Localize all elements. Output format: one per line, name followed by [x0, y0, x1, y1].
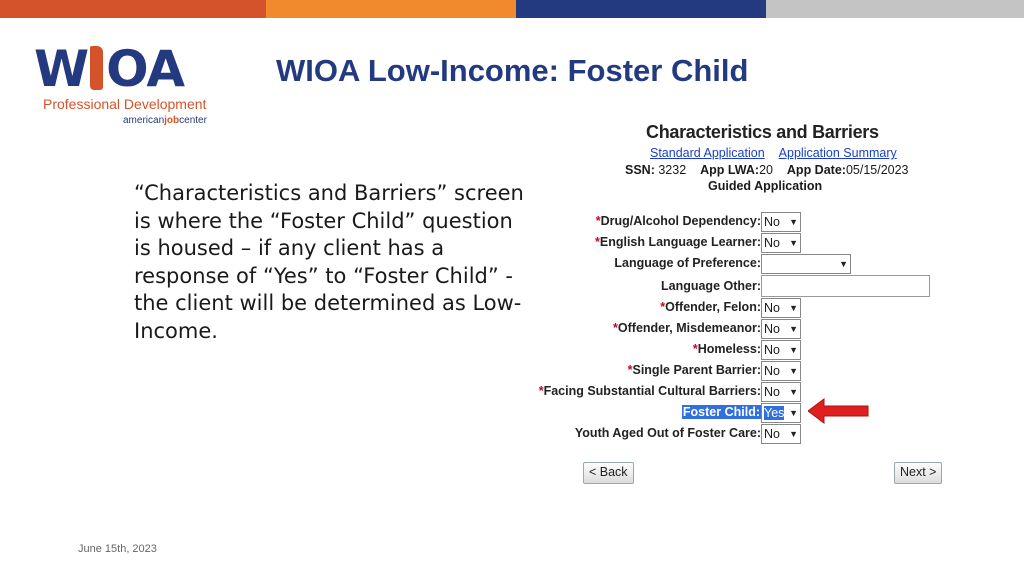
- foster-child-select[interactable]: [761, 403, 801, 423]
- field-row-language-preference: [550, 254, 950, 274]
- cultural-barriers-select[interactable]: [761, 382, 801, 402]
- chevron-down-icon: ▼: [789, 366, 798, 376]
- field-label: Language of Preference:: [614, 256, 761, 270]
- application-summary-link[interactable]: Application Summary: [778, 146, 897, 160]
- field-label-text: Single Parent Barrier:: [632, 363, 761, 377]
- single-parent-select[interactable]: [761, 361, 801, 381]
- app-lwa-label: App LWA:: [700, 163, 760, 177]
- field-label-text: Offender, Misdemeanor:: [617, 321, 761, 335]
- chevron-down-icon: ▼: [789, 408, 798, 418]
- slide-date: June 15th, 2023: [78, 543, 157, 555]
- slide-body-text: “Characteristics and Barriers” screen is where the “Foster Child” question is housed – if any client has a response of “Yes” to “Foster Child” - the client will be determined as Low-Income.: [134, 181, 524, 343]
- select-value: No: [764, 215, 780, 229]
- select-value: No: [764, 427, 780, 441]
- field-label-text: Drug/Alcohol Dependency:: [600, 214, 761, 228]
- back-button[interactable]: < Back: [583, 462, 634, 484]
- chevron-down-icon: ▼: [789, 345, 798, 355]
- chevron-down-icon: ▼: [789, 429, 798, 439]
- field-label: [539, 384, 761, 398]
- form-title: Characteristics and Barriers: [646, 122, 879, 142]
- field-label-text: English Language Learner:: [599, 235, 761, 249]
- required-mark: *: [613, 321, 618, 335]
- field-label-text: Homeless:: [697, 342, 761, 356]
- language-other-input[interactable]: [761, 275, 930, 297]
- field-label: Youth Aged Out of Foster Care:: [574, 426, 761, 440]
- guided-application-label: Guided Application: [708, 179, 823, 193]
- foster-child-label: Foster Child:: [682, 405, 760, 419]
- chevron-down-icon: ▼: [789, 217, 798, 227]
- app-lwa-value: 20: [759, 163, 773, 177]
- field-label-text: Offender, Felon:: [665, 300, 761, 314]
- select-value: No: [764, 364, 780, 378]
- top-bar-segment-orange-red: [0, 0, 266, 18]
- required-mark: *: [595, 214, 601, 228]
- english-learner-select[interactable]: [761, 233, 801, 253]
- field-row-foster-child: [550, 403, 950, 423]
- application-info: [625, 163, 909, 177]
- select-value: No: [764, 301, 780, 315]
- top-color-bar: [0, 0, 1024, 18]
- chevron-down-icon: ▼: [789, 238, 798, 248]
- youth-aged-out-select[interactable]: [761, 424, 801, 444]
- chevron-down-icon: ▼: [789, 387, 798, 397]
- drug-alcohol-select[interactable]: [761, 212, 801, 232]
- ssn-value: 3232: [658, 163, 687, 177]
- field-label-text: Facing Substantial Cultural Barriers:: [543, 384, 761, 398]
- select-value: Yes: [764, 406, 785, 420]
- language-preference-select[interactable]: [761, 254, 851, 274]
- field-row-cultural-barriers: [538, 382, 950, 402]
- field-label: [596, 214, 761, 228]
- standard-application-link[interactable]: Standard Application: [650, 146, 765, 160]
- form-links: [650, 146, 911, 160]
- ajc-bold: job: [164, 115, 180, 126]
- select-value: No: [764, 236, 780, 250]
- field-row-drug-alcohol: [550, 212, 950, 232]
- red-arrow-icon: [808, 398, 870, 424]
- logo-subtitle: Professional Development: [43, 96, 207, 112]
- top-bar-segment-gray: [766, 0, 1024, 18]
- homeless-select[interactable]: [761, 340, 801, 360]
- ssn-label: SSN:: [625, 163, 655, 177]
- required-mark: *: [692, 342, 698, 356]
- select-value: No: [764, 385, 780, 399]
- offender-felon-select[interactable]: [761, 298, 801, 318]
- wioa-logo: [34, 40, 234, 130]
- field-row-language-other: [550, 275, 950, 295]
- field-label: [660, 300, 761, 314]
- chevron-down-icon: ▼: [789, 303, 798, 313]
- ajc-prefix: american: [123, 115, 165, 126]
- required-mark: *: [538, 384, 544, 398]
- required-mark: *: [627, 363, 633, 377]
- app-date-label: App Date:: [786, 163, 846, 177]
- field-row-offender-misdemeanor: [550, 319, 950, 339]
- field-label: [628, 363, 761, 377]
- next-button[interactable]: Next >: [894, 462, 942, 484]
- field-row-offender-felon: [550, 298, 950, 318]
- select-value: No: [764, 343, 780, 357]
- slide-title: WIOA Low-Income: Foster Child: [276, 53, 749, 88]
- field-row-homeless: [550, 340, 950, 360]
- field-label: [613, 321, 761, 335]
- field-label: Language Other:: [660, 279, 761, 293]
- logo-wordmark: [34, 40, 184, 98]
- ajc-suffix: center: [179, 115, 207, 126]
- offender-misdemeanor-select[interactable]: [761, 319, 801, 339]
- field-row-single-parent: [550, 361, 950, 381]
- field-row-youth-aged-out: [550, 424, 950, 444]
- chevron-down-icon: ▼: [789, 324, 798, 334]
- top-bar-segment-navy: [516, 0, 766, 18]
- field-row-english-learner: [550, 233, 950, 253]
- illinois-shape-icon: [90, 46, 103, 90]
- chevron-down-icon: ▼: [839, 259, 848, 269]
- american-job-center-logo: [123, 115, 207, 126]
- app-date-value: 05/15/2023: [845, 163, 909, 177]
- field-label: [693, 342, 761, 356]
- select-value: No: [764, 322, 780, 336]
- required-mark: *: [594, 235, 600, 249]
- top-bar-segment-orange: [266, 0, 516, 18]
- characteristics-barriers-form: [538, 120, 950, 490]
- required-mark: *: [660, 300, 666, 314]
- logo-letters-oa: OA: [106, 40, 185, 98]
- logo-letter-w: W: [34, 40, 89, 98]
- field-label: [595, 235, 761, 249]
